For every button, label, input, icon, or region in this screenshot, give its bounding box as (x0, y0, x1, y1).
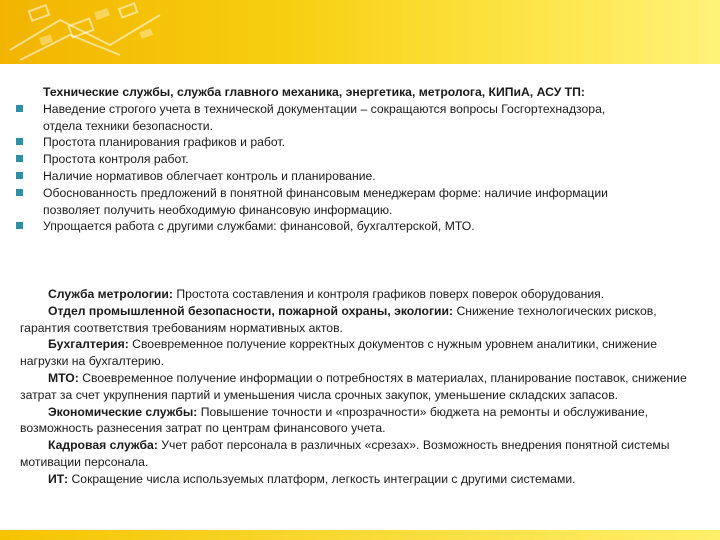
bullet-square-icon (16, 155, 23, 162)
service-text: Повышение точности и «прозрачности» бюджета на ремонты и обслуживание, возможность разнесения затрат по центрам финансового учета. (20, 404, 649, 436)
section-heading: Технические службы, служба главного механика, энергетика, метролога, КИПиА, АСУ ТП: (43, 85, 585, 99)
service-paragraph (20, 437, 700, 471)
bullet-text: Упрощается работа с другими службами: финансовой, бухгалтерской, МТО. (43, 219, 475, 234)
bullet-square-icon (16, 189, 23, 196)
bullet-item (16, 202, 706, 219)
bullet-text: Наведение строгого учета в технической документации – сокращаются вопросы Госгортехнадзора, (43, 101, 606, 116)
bullet-square-icon (16, 222, 23, 229)
bullet-text: Наличие нормативов облегчает контроль и планирование. (43, 168, 376, 183)
bottom-bar (0, 530, 720, 540)
bullet-item (16, 118, 706, 135)
service-paragraph (20, 471, 700, 488)
service-text: Своевременное получение корректных документов с нужным уровнем аналитики, снижение нагрузки на бухгалтерию. (20, 337, 657, 369)
bullet-item (16, 134, 706, 151)
bullet-text: отдела техники безопасности. (43, 118, 213, 133)
bullet-item (16, 168, 706, 185)
service-label: Отдел промышленной безопасности, пожарной охраны, экологии: (48, 303, 454, 318)
service-label: МТО: (48, 370, 79, 385)
bullet-list (16, 101, 706, 235)
service-label: Служба метрологии: (48, 287, 173, 301)
service-paragraph (20, 404, 700, 438)
bullet-text: Простота планирования графиков и работ. (43, 135, 285, 150)
bullet-text: позволяет получить необходимую финансовую информацию. (43, 202, 393, 217)
service-text: Учет работ персонала в различных «срезах». Возможность внедрения понятной системы мотивации персонала. (20, 438, 670, 469)
service-paragraph (20, 336, 700, 370)
bullet-square-icon (16, 105, 23, 112)
service-label: ИТ: (48, 471, 69, 486)
service-paragraph (20, 303, 700, 337)
bullet-text: Обоснованность предложений в понятной финансовым менеджерам форме: наличие информации (43, 185, 608, 200)
bullet-square-icon (16, 172, 23, 179)
bullet-item (16, 151, 706, 168)
service-text: Простота составления и контроля графиков поверх поверок оборудования. (172, 287, 605, 301)
service-text: Сокращение числа используемых платформ, легкость интеграции с другими системами. (68, 471, 576, 486)
header-banner (0, 0, 720, 64)
service-text: Снижение технологических рисков, гарантия соответствия требованиям нормативных актов. (20, 303, 657, 335)
service-paragraph (20, 370, 700, 404)
bullet-text: Простота контроля работ. (43, 152, 189, 167)
service-label: Кадровая служба: (48, 438, 158, 453)
decorative-pattern-icon (0, 0, 720, 64)
technical-services-section (16, 84, 706, 235)
service-label: Бухгалтерия: (48, 337, 129, 352)
services-section (20, 286, 700, 488)
bullet-square-icon (16, 138, 23, 145)
bullet-item (16, 218, 706, 235)
bullet-item (16, 101, 706, 118)
service-paragraph (20, 286, 700, 303)
service-text: Своевременное получение информации о потребностях в материалах, планирование поставок, снижение затрат за счет укрупнения партий и уменьшения числа срочных закупок, уменьшение складских запасов. (20, 370, 687, 402)
service-label: Экономические службы: (48, 404, 198, 419)
bullet-item (16, 185, 706, 202)
